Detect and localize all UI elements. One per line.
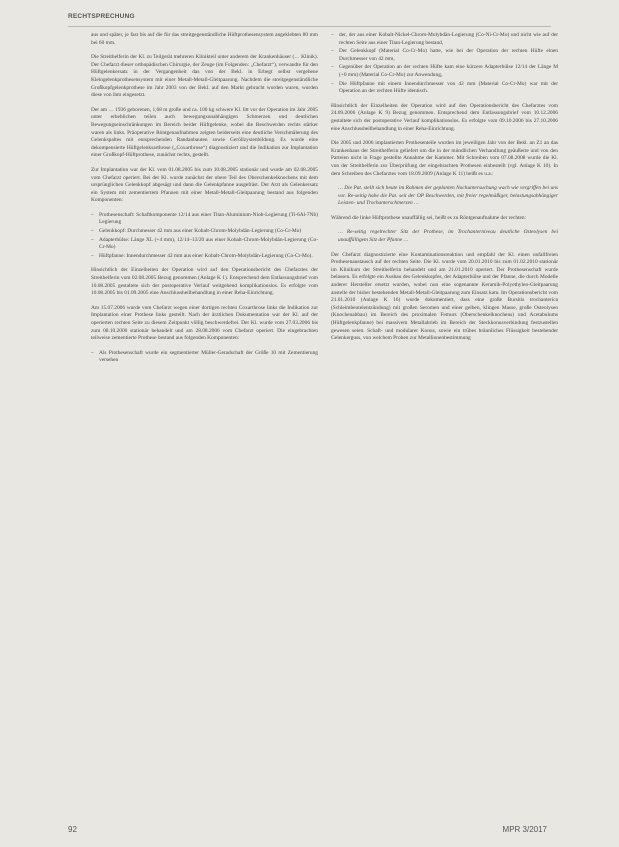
left-column bbox=[91, 32, 318, 372]
component-list-left-hip-continued bbox=[331, 32, 558, 96]
list-item: – Die Hüftpfanne mit einem Innendurchmesser von 42 mm (Material Co-Cr-Mo) war mit der Operation an der rechten Hüfte identisch. bbox=[331, 81, 558, 96]
list-item: – Gegenüber der Operation an der rechten Hüfte kam eine kürzere Adapterhülse 12/14 der Länge M (+0 mm) (Material Co-Cr-Mo) zur Anwendung, bbox=[331, 64, 558, 79]
paragraph: Hinsichtlich der Einzelheiten der Operation wird auf den Operationsbericht des Chefarztes vom 24.09.2006 (Anlage K 9) Bezug genommen. Entsprechend dem Entlassungsbrief vom 10.12.2006 gestaltete sich der postoperative Verlauf komplikationslos. Es erfolgte vom 09.10.2006 bis 27.10.2006 eine Anschlussheilbehandlung in einer Reha-Einrichtung. bbox=[331, 102, 558, 132]
paragraph: Am 15.07.2006 wurde vom Chefarzt wegen einer dortigen rechten Coxarthrose links die Indikation zur Implantation einer Prothese links gestellt. Nach der ärztlichen Dokumentation war der Kl. auf der operierten rechten Seite zu diesem Zeitpunkt völlig beschwerdefrei. Der Kl. wurde vom 27.03.2006 bis zum 08.10.2006 stationär behandelt und am 28.08.2006 vom Chefarzt operiert. Die eingebrachten teilweise zementierte Prothese bestand aus folgenden Komponenten: bbox=[91, 304, 318, 342]
paragraph: Die 2005 und 2006 implantierten Prothesenteile wurden im jeweiligen Jahr von der Bekl. an Z1 an das Krankenhaus der Streithelferin geliefert um die in der mündlichen Verhandlung geäußerte und von den Parteien nicht in Frage gestellte Annahme der Kammer. Mit Schreiben vom 07.08.2008 wurde die Kl. von der Streithelferin zur Überprüfung der eingebrachten Prothesen einbestellt (vgl. Anlage K 10). In dem Schreiben des Chefarztes vom 18.09.2009 (Anlage K 11) heißt es u.a.: bbox=[331, 140, 558, 177]
list-item: – der, der aus einer Kobalt-Nickel-Chrom-Molybdän-Legierung (Co-Ni-Cr-Mo) und nicht wie auf der rechten Seite aus einer Titan-Legierung bestand, bbox=[331, 32, 558, 47]
list-item: – Hüftpfanne: Innendurchmesser 42 mm aus einer Kobalt-Chrom-Molybdän-Legierung (Co-Cr-Mo). bbox=[91, 253, 318, 261]
paragraph: aus und später, je fast bis auf die für das streitgegenständliche Hüftprothesensystem angeklebten 80 mm bei 60 mm. bbox=[91, 32, 318, 46]
paragraph: Die Streithelferin der Kl. zu Teilgerät mehreren Klinikteil unter anderem der Krankenhäuser (… Klinik). Der Chefarzt dieser orthopädischen Chirurgie, der Zeuge (im Folgenden: „Chefarzt“), verwandte für den Hüftgelenkersatz in der Vergangenheit das von der Bekl. in Erbegt selbst vergebene Kleingelenkprothesensystem mit einer Metall-Metall-Gleitpaarung. Nachdem die streitgegenständliche Großkopfgelenkprothese im Jahr 2003 von der Bekl. auf den Markt gebracht worden waren, wurden diese von ihm eingesetzt. bbox=[91, 54, 318, 99]
right-column bbox=[331, 32, 558, 350]
quoted-report: … Re-seitig regelrechter Sitz der Prothese, im Trochanterniveau deutliche Osteolysen bei unauffälligem Sitz der Pfanne … bbox=[338, 229, 558, 244]
paragraph: Der Chefarzt diagnostizierte eine Kontaminationsreaktion und empfahl der Kl. einen unfallfreien Prothesenaustausch auf der rechten Seite. Die Kl. wurde vom 20.01.2010 bis zum 01.02.2010 stationär im Klinikum der Streithelferin behandelt und am 21.01.2010 operiert. Der Prothesenschaft wurde belassen. Es erfolgte ein Ausbau des Gelenkkopfes, der Adapterhülse und der Pfanne, die durch Modelle anderer Hersteller ersetzt wurden, wobei nun eine sogenannte Keramik-Polyethylen-Gleitpaarung anstelle der bisher bestehenden Metall-Metall-Gleitpaarung zum Einsatz kam. Im Operationsbericht vom 21.01.2010 (Anlage K 16) wurde dokumentiert, dass eine große Bursitis trochanterica (Schleimbeutelentzündung) mit großen Seromen und einer gelben, klingen Masse, große Osteolysen (Knochenabbau) im Bereich des proximalen Femurs (Oberschenkelknochens) und Acetabulums (Hüftgelenkpfanne) bei massivem Metallabrieb im Bereich der Steckkonusverbindung festzustellen gewesen seien. Schaft- und modularer Konus, sowie ein trübes bräunliches Flüssigkeit bestehender Gelenkerguss, von welchem Proben zur Metallionenbestimmung bbox=[331, 251, 558, 342]
component-list-left-hip bbox=[91, 350, 318, 365]
paragraph: Hinsichtlich der Einzelheiten der Operation wird auf den Operationsbericht des Chefarztes der Streithelferin vom 02.08.2005 Bezug genommen (Anlage K 1). Entsprechend dem Entlassungsbrief vom 10.08.2005 gestaltete sich der postoperative Verlauf weitgehend komplikationslos. Es erfolgte vom 10.08.2005 bis 01.09.2005 eine Anschlussheilbehandlung in einer Reha-Einrichtung. bbox=[91, 267, 318, 297]
header-rule bbox=[68, 26, 551, 27]
list-item: – Gelenkkopf: Durchmesser 42 mm aus einer Kobalt-Chrom-Molybdän-Legierung (Co-Cr-Mo) bbox=[91, 228, 318, 236]
component-list-right-hip bbox=[91, 212, 318, 261]
section-rubric: RECHTSPRECHUNG bbox=[68, 13, 135, 20]
list-item: – Der Gelenkkopf (Material Co-Cr-Mo) hatte, wie bei der Operation der rechten Hüfte einen Durchmesser von 42 mm, bbox=[331, 48, 558, 63]
page-number: 92 bbox=[68, 825, 77, 834]
list-item: – Adapterhülse: Länge XL (+4 mm), 12/14–13/20 aus einer Kobalt-Chrom-Molybdän-Legierung (Co-Cr-Mo) bbox=[91, 237, 318, 252]
paragraph: Während die linke Hüftprothese unauffällig sei, heißt es zu Röntgenaufnahme der rechten: bbox=[331, 214, 527, 221]
list-item: – Prothesenschaft: Schaftkomponente 12/14 aus einer Titan-Aluminium-Niob-Legierung (Ti-6Al-7Nb) Legierung bbox=[91, 212, 318, 227]
list-item: – Als Prothesenschaft wurde ein segmentierter Müller-Geradschaft der Größe 10 mit Zementierung versehen bbox=[91, 350, 318, 365]
issue-label: MPR 3/2017 bbox=[502, 825, 547, 834]
paragraph: Zur Implantation war der Kl. vom 01.08.2005 bis zum 10.08.2005 stationär und wurde am 02.08.2005 vom Chefarzt operiert. Bei der Kl. wurde zunächst der obere Teil des Oberschenkelknochens mit dem ursprünglichen Gelenkkopf abgesägt und dann die Gelenkpfanne ausgefräst. Der Arzt als Gelenkersatz ein System mit zementiertem Pfannen mit einer Metall-Metall-Gleitpaarung bestand aus folgenden Komponenten: bbox=[91, 166, 318, 204]
paragraph: Der am … 1936 geborenen, 1,68 m große und ca. 100 kg schwere Kl. litt vor der Operation im Jahr 2005 unter erheblichen teilen auch bewegungsunabhängigen Schmerzen und deutlichen Bewegungseinschränkungen im Bereich beider Hüftgelenke, wobei die Beschwerden rechts stärker waren als links. Präoperative Röntgenaufnahmen zeigten beiderseits eine deutliche Verschmälerung des Gelenkspaltes mit entsprechenden Randanbauten sowie Geröllzystenbildung. Es wurde eine dekompensierte Hüftgelenksarthrose („Coxarthrose“) diagnostiziert und die Indikation zur Implantation einer Großkopf-Hüftprothese, zunächst rechts, gestellt. bbox=[91, 106, 318, 159]
quoted-report: … Die Pat. stellt sich heute im Rahmen der geplanten Nachuntersuchung wach wie vergriffen bei uns vor. Re-seitig habe die Pat. seit der OP Beschwerden, mit freier regelmäßiger, belastungsabhängiger Leisten- und Trochanterschmerzen … bbox=[338, 185, 558, 207]
